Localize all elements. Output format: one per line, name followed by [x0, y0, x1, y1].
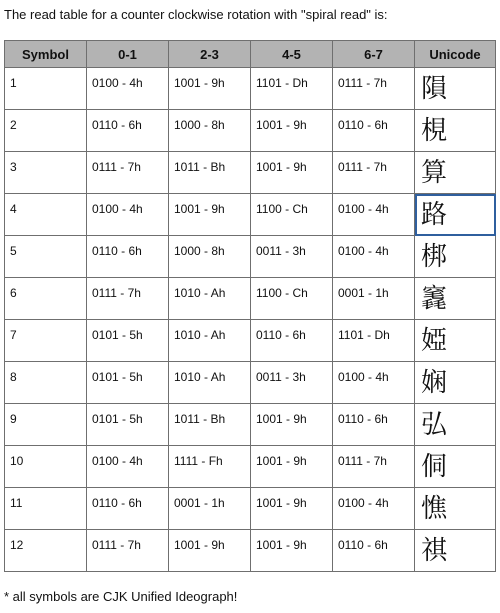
cell-bits-0-1: 0110 - 6h [87, 488, 169, 530]
cell-symbol: 5 [5, 236, 87, 278]
cell-unicode[interactable]: 梆 [415, 236, 496, 278]
cell-bits-6-7: 0110 - 6h [333, 110, 415, 152]
table-row [5, 446, 496, 488]
header-bits-6-7: 6-7 [333, 41, 415, 68]
table-row [5, 236, 496, 278]
intro-text: The read table for a counter clockwise rotation with "spiral read" is: [4, 7, 388, 22]
cell-bits-6-7: 0111 - 7h [333, 446, 415, 488]
table-row [5, 68, 496, 110]
cell-symbol: 9 [5, 404, 87, 446]
cell-bits-0-1: 0111 - 7h [87, 152, 169, 194]
cell-bits-0-1: 0111 - 7h [87, 530, 169, 572]
cell-bits-0-1: 0101 - 5h [87, 404, 169, 446]
header-symbol: Symbol [5, 41, 87, 68]
cell-bits-2-3: 1000 - 8h [169, 110, 251, 152]
cell-bits-2-3: 0001 - 1h [169, 488, 251, 530]
cell-bits-2-3: 1001 - 9h [169, 194, 251, 236]
cell-bits-6-7: 0100 - 4h [333, 194, 415, 236]
table-row [5, 530, 496, 572]
cell-bits-0-1: 0101 - 5h [87, 362, 169, 404]
cell-unicode[interactable]: 隕 [415, 68, 496, 110]
cell-unicode[interactable]: 弘 [415, 404, 496, 446]
cell-bits-4-5: 1100 - Ch [251, 194, 333, 236]
cell-symbol: 6 [5, 278, 87, 320]
cell-symbol: 4 [5, 194, 87, 236]
header-unicode: Unicode [415, 41, 496, 68]
cell-bits-2-3: 1010 - Ah [169, 278, 251, 320]
cell-symbol: 1 [5, 68, 87, 110]
table-row [5, 320, 496, 362]
cell-bits-6-7: 0100 - 4h [333, 488, 415, 530]
cell-bits-4-5: 1101 - Dh [251, 68, 333, 110]
header-bits-0-1: 0-1 [87, 41, 169, 68]
cell-bits-2-3: 1001 - 9h [169, 530, 251, 572]
cell-bits-0-1: 0110 - 6h [87, 110, 169, 152]
cell-symbol: 2 [5, 110, 87, 152]
cell-unicode[interactable]: 算 [415, 152, 496, 194]
cell-bits-2-3: 1011 - Bh [169, 404, 251, 446]
cell-unicode[interactable]: 娴 [415, 362, 496, 404]
cell-bits-4-5: 1100 - Ch [251, 278, 333, 320]
cell-bits-2-3: 1010 - Ah [169, 320, 251, 362]
cell-bits-4-5: 0110 - 6h [251, 320, 333, 362]
cell-symbol: 10 [5, 446, 87, 488]
cell-symbol: 7 [5, 320, 87, 362]
cell-bits-2-3: 1111 - Fh [169, 446, 251, 488]
header-bits-2-3: 2-3 [169, 41, 251, 68]
table-row [5, 362, 496, 404]
header-bits-4-5: 4-5 [251, 41, 333, 68]
cell-unicode[interactable]: 憔 [415, 488, 496, 530]
table-row [5, 488, 496, 530]
cell-bits-4-5: 1001 - 9h [251, 404, 333, 446]
cell-bits-2-3: 1010 - Ah [169, 362, 251, 404]
table-row [5, 194, 496, 236]
cell-bits-0-1: 0100 - 4h [87, 68, 169, 110]
cell-unicode[interactable]: 祺 [415, 530, 496, 572]
cell-bits-0-1: 0111 - 7h [87, 278, 169, 320]
cell-unicode[interactable]: 竁 [415, 278, 496, 320]
cell-bits-4-5: 1001 - 9h [251, 110, 333, 152]
cell-bits-2-3: 1001 - 9h [169, 68, 251, 110]
cell-bits-4-5: 1001 - 9h [251, 530, 333, 572]
cell-bits-6-7: 0111 - 7h [333, 152, 415, 194]
cell-symbol: 11 [5, 488, 87, 530]
cell-bits-2-3: 1011 - Bh [169, 152, 251, 194]
cell-bits-4-5: 1001 - 9h [251, 488, 333, 530]
cell-symbol: 8 [5, 362, 87, 404]
table-row [5, 404, 496, 446]
cell-bits-6-7: 0100 - 4h [333, 362, 415, 404]
cell-bits-6-7: 1101 - Dh [333, 320, 415, 362]
cell-bits-0-1: 0101 - 5h [87, 320, 169, 362]
cell-bits-6-7: 0110 - 6h [333, 530, 415, 572]
cell-bits-4-5: 1001 - 9h [251, 446, 333, 488]
cell-bits-6-7: 0111 - 7h [333, 68, 415, 110]
table-row [5, 152, 496, 194]
cell-bits-0-1: 0100 - 4h [87, 446, 169, 488]
cell-bits-6-7: 0100 - 4h [333, 236, 415, 278]
cell-symbol: 3 [5, 152, 87, 194]
cell-bits-4-5: 1001 - 9h [251, 152, 333, 194]
cell-bits-0-1: 0100 - 4h [87, 194, 169, 236]
cell-symbol: 12 [5, 530, 87, 572]
cell-unicode[interactable]: 路 [415, 194, 496, 236]
cell-bits-0-1: 0110 - 6h [87, 236, 169, 278]
footnote: * all symbols are CJK Unified Ideograph! [4, 589, 238, 604]
cell-bits-6-7: 0001 - 1h [333, 278, 415, 320]
cell-bits-6-7: 0110 - 6h [333, 404, 415, 446]
table-row [5, 278, 496, 320]
cell-bits-4-5: 0011 - 3h [251, 236, 333, 278]
table-row [5, 110, 496, 152]
read-table [4, 40, 496, 572]
cell-bits-4-5: 0011 - 3h [251, 362, 333, 404]
table-header-row [5, 41, 496, 68]
cell-unicode[interactable]: 梘 [415, 110, 496, 152]
table-body [5, 68, 496, 572]
cell-bits-2-3: 1000 - 8h [169, 236, 251, 278]
cell-unicode[interactable]: 婭 [415, 320, 496, 362]
cell-unicode[interactable]: 侗 [415, 446, 496, 488]
